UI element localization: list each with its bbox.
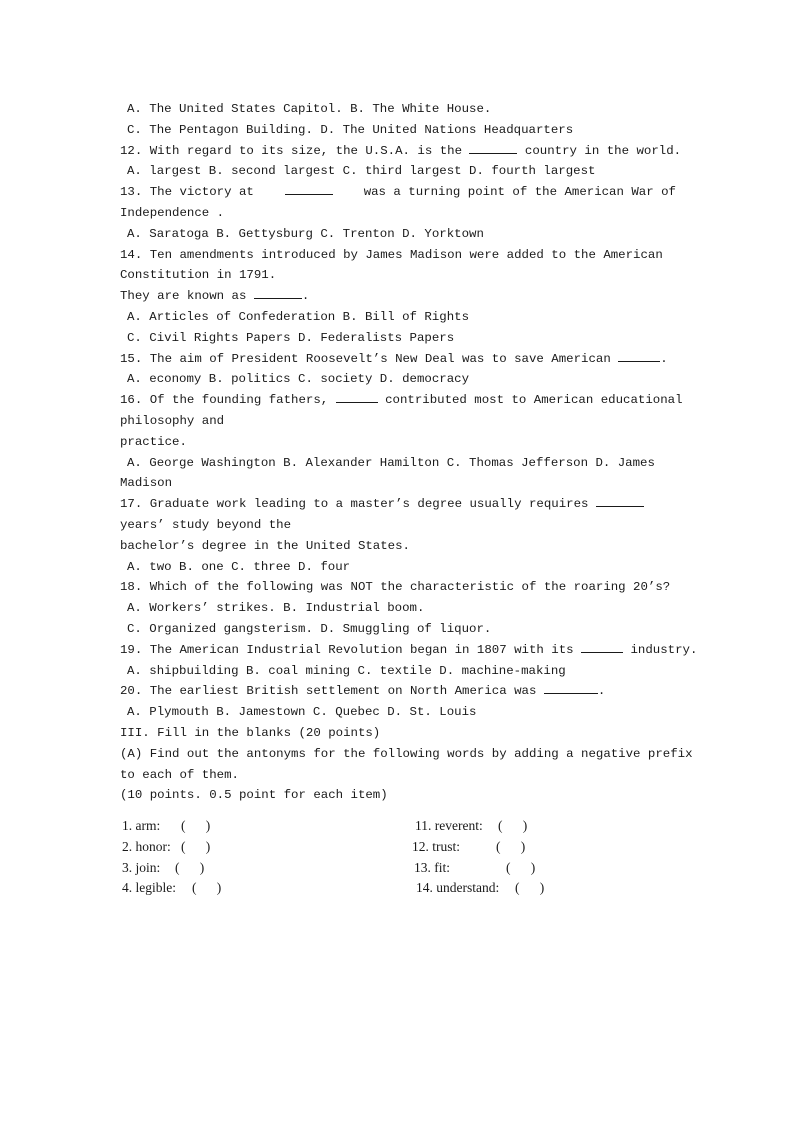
- word-label: 14. understand:: [416, 880, 500, 896]
- q18-stem: 18. Which of the following was NOT the characteristic of the roaring 20’s?: [120, 580, 671, 595]
- q15-stem: 15. The aim of President Roosevelt’s New Deal was to save American .: [120, 349, 676, 370]
- answer-paren[interactable]: ( ): [175, 859, 205, 875]
- q20-stem: 20. The earliest British settlement on North America was .: [120, 681, 676, 702]
- part-a-instruction: (A) Find out the antonyms for the following words by adding a negative prefix: [120, 746, 693, 761]
- q17-stem: 17. Graduate work leading to a master’s degree usually requires: [120, 494, 676, 515]
- q17-stem-cont: years’ study beyond the: [120, 517, 292, 532]
- answer-paren[interactable]: ( ): [181, 818, 211, 833]
- q14-stem: 14. Ten amendments introduced by James Madison were added to the American: [120, 247, 663, 262]
- answer-paren[interactable]: ( ): [181, 838, 211, 854]
- section-heading: III. Fill in the blanks (20 points): [120, 725, 381, 740]
- q17-stem-cont2: bachelor’s degree in the United States.: [120, 538, 410, 553]
- q14-stem-cont: Constitution in 1791.: [120, 268, 277, 283]
- q14-options-ab: A. Articles of Confederation B. Bill of Rights: [127, 309, 470, 324]
- table-row: [120, 816, 600, 837]
- table-row: [120, 878, 600, 899]
- q11-options-cd: C. The Pentagon Building. D. The United Nations Headquarters: [127, 122, 574, 137]
- q16-stem: 16. Of the founding fathers, contributed most to American educational: [120, 390, 676, 411]
- q16-stem-cont: philosophy and: [120, 413, 225, 428]
- antonym-table: [120, 816, 600, 899]
- word-label: 12. trust:: [412, 838, 461, 854]
- q13-stem: 13. The victory at was a turning point of the American War of: [120, 182, 676, 203]
- q19-options: A. shipbuilding B. coal mining C. textile D. machine-making: [127, 663, 566, 678]
- q12-options: A. largest B. second largest C. third largest D. fourth largest: [127, 164, 596, 179]
- q20-options: A. Plymouth B. Jamestown C. Quebec D. St. Louis: [127, 705, 477, 720]
- answer-paren[interactable]: ( ): [192, 880, 222, 896]
- q16-stem-cont2: practice.: [120, 434, 187, 449]
- part-a-points: (10 points. 0.5 point for each item): [120, 788, 388, 803]
- word-label: 11. reverent:: [415, 818, 483, 833]
- answer-paren[interactable]: ( ): [496, 838, 526, 854]
- q16-options-cont: Madison: [120, 476, 173, 491]
- q18-options-ab: A. Workers’ strikes. B. Industrial boom.: [127, 601, 425, 616]
- question-text: [120, 99, 698, 806]
- table-row: [120, 858, 600, 879]
- q15-options: A. economy B. politics C. society D. democracy: [127, 372, 470, 387]
- word-label: 4. legible:: [122, 880, 176, 896]
- answer-paren[interactable]: ( ): [498, 818, 528, 833]
- part-a-instruction-cont: to each of them.: [120, 767, 239, 782]
- q16-options: A. George Washington B. Alexander Hamilton C. Thomas Jefferson D. James: [127, 455, 655, 470]
- word-label: 13. fit:: [414, 859, 450, 875]
- q13-options: A. Saratoga B. Gettysburg C. Trenton D. Yorktown: [127, 226, 484, 241]
- answer-paren[interactable]: ( ): [515, 880, 545, 896]
- q12-stem: 12. With regard to its size, the U.S.A. is the country in the world.: [120, 141, 676, 162]
- q11-options-ab: A. The United States Capitol. B. The White House.: [127, 102, 492, 116]
- q13-stem-cont: Independence .: [120, 205, 225, 220]
- word-label: 3. join:: [122, 859, 161, 875]
- q17-options: A. two B. one C. three D. four: [127, 559, 351, 574]
- table-row: [120, 837, 600, 858]
- word-label: 1. arm:: [122, 818, 161, 833]
- q14-options-cd: C. Civil Rights Papers D. Federalists Papers: [127, 330, 455, 345]
- q18-options-cd: C. Organized gangsterism. D. Smuggling of liquor.: [127, 621, 492, 636]
- q14-stem-cont2: They are known as .: [120, 286, 676, 307]
- q19-stem: 19. The American Industrial Revolution began in 1807 with its industry.: [120, 640, 676, 661]
- word-label: 2. honor:: [122, 838, 171, 854]
- answer-paren[interactable]: ( ): [506, 859, 536, 875]
